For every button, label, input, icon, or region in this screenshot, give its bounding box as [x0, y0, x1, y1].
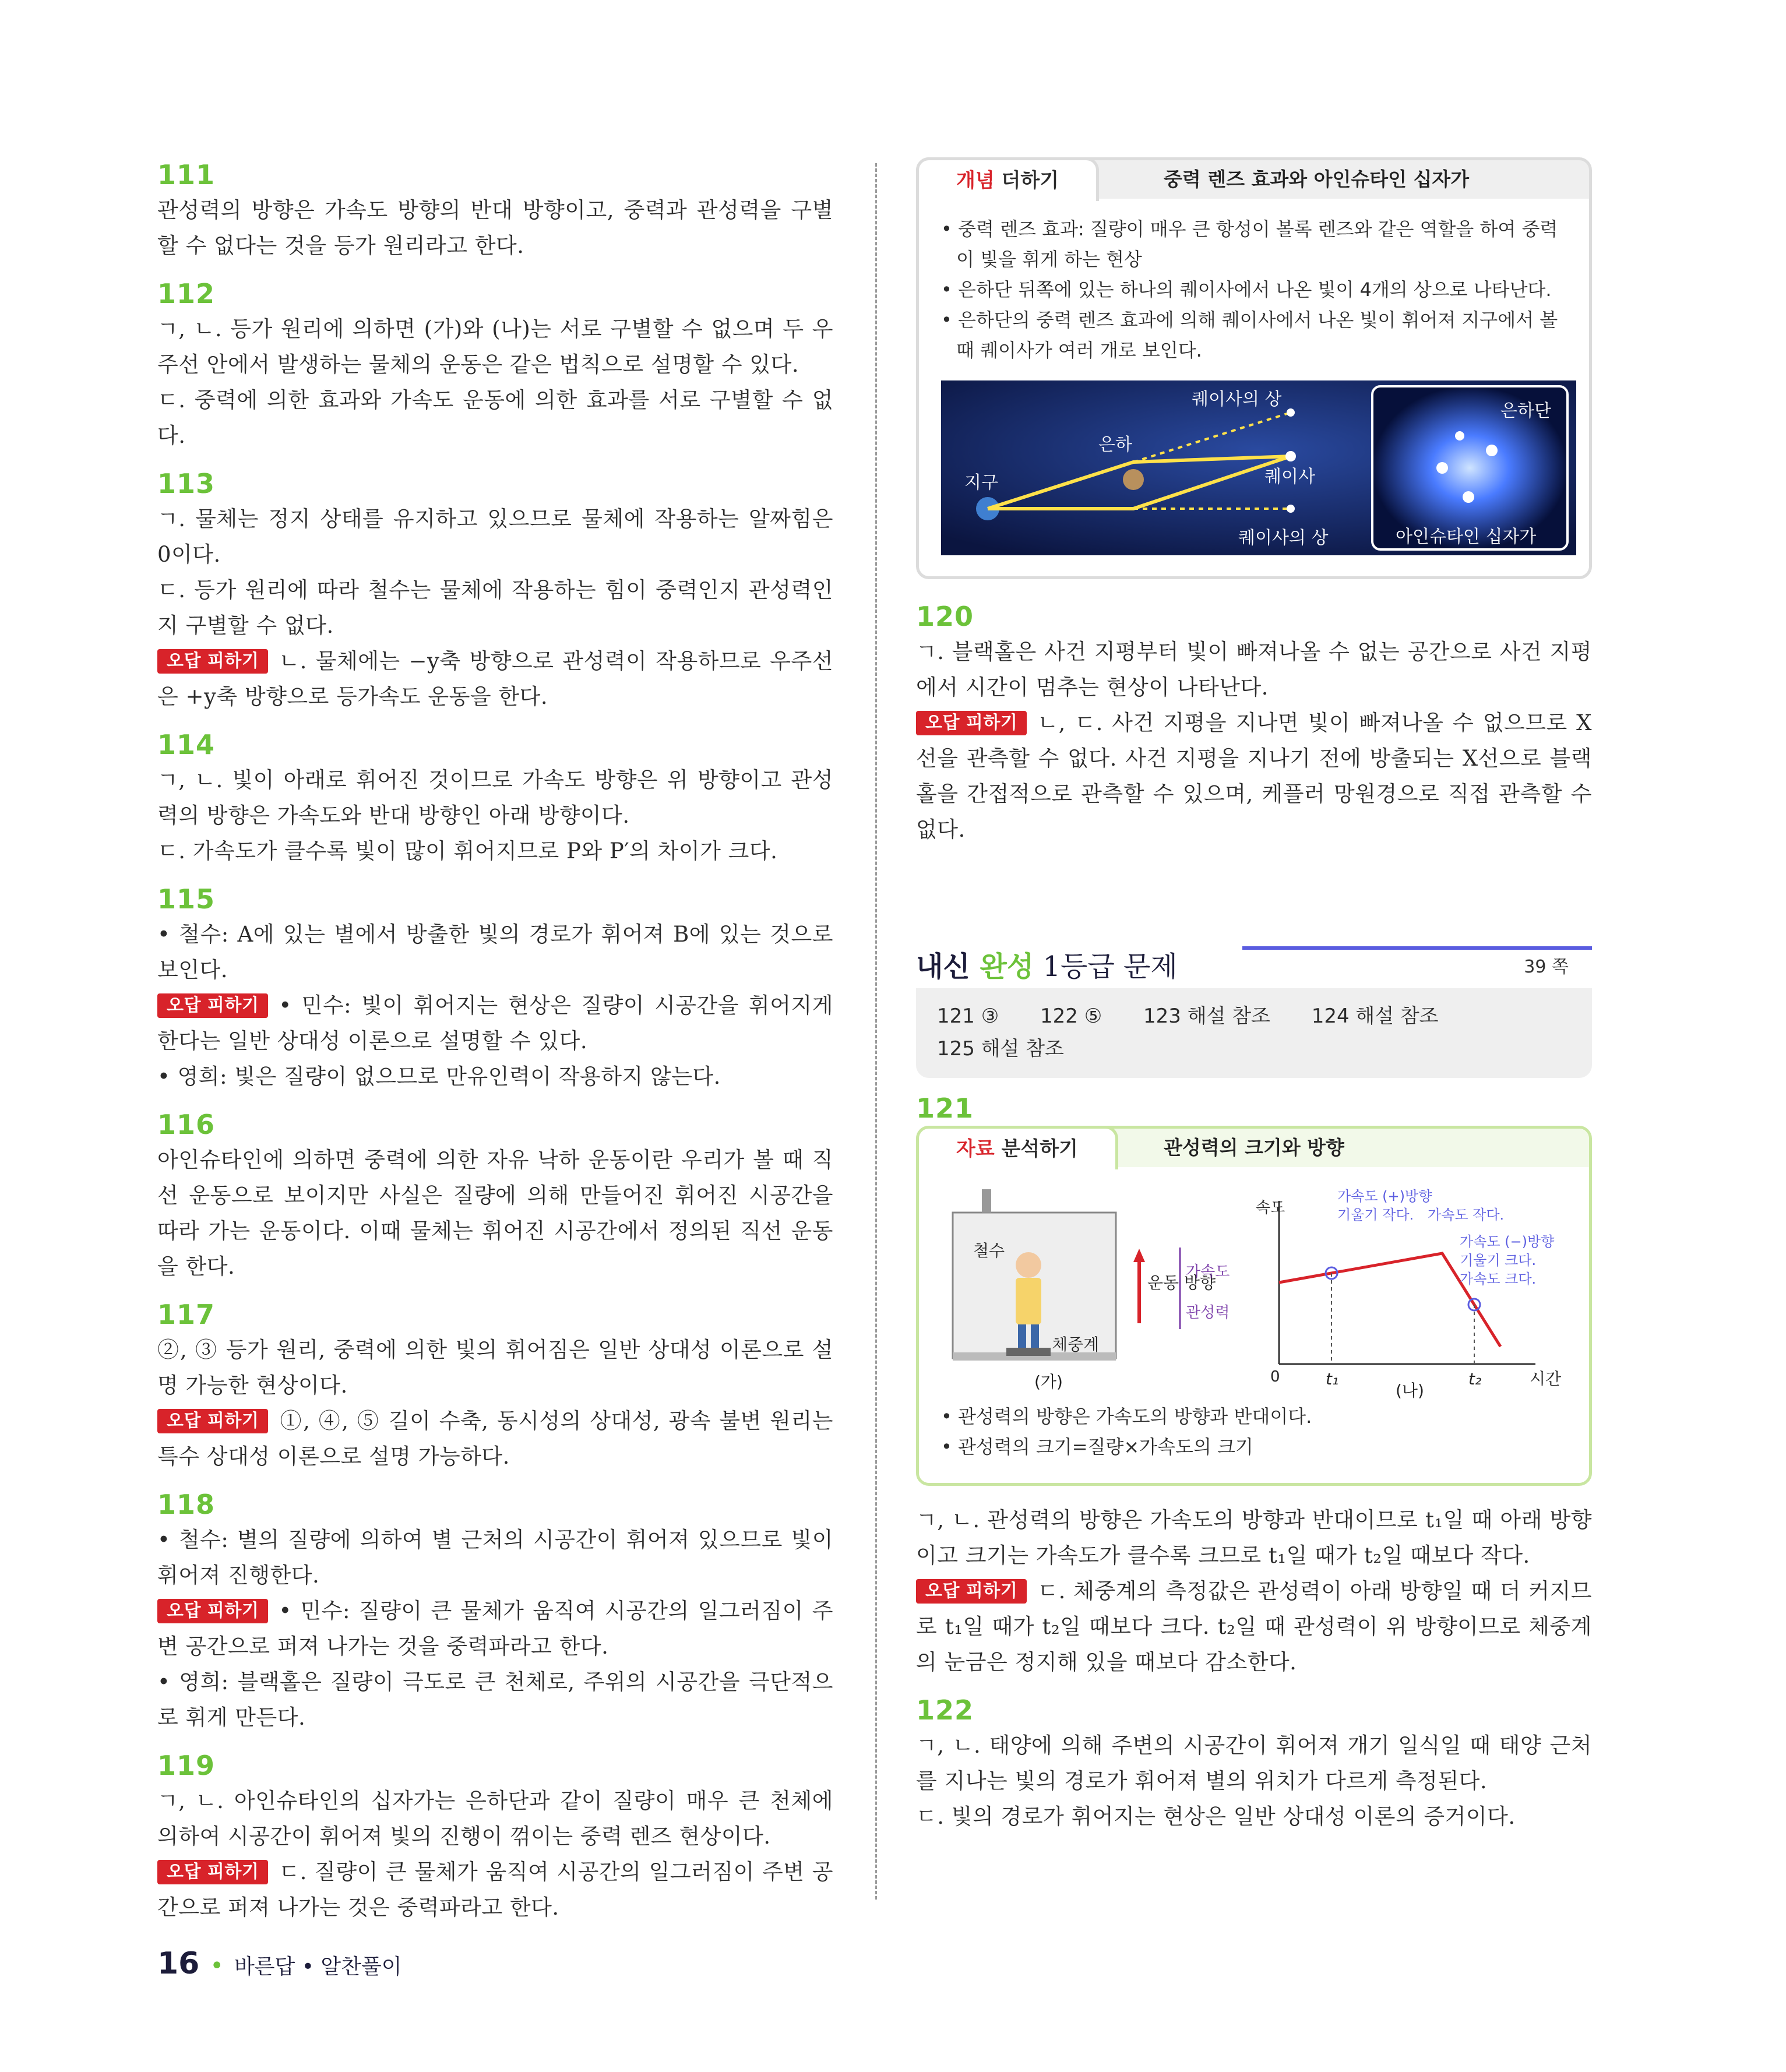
label-motion: 운동 방향	[1147, 1273, 1216, 1292]
gravitational-lens-figure	[941, 380, 1576, 555]
question-number: 118	[157, 1489, 216, 1520]
wrong-answer-badge: 오답 피하기	[916, 1579, 1027, 1604]
question-number: 117	[157, 1299, 216, 1330]
data-bullet: • 관성력의 방향은 가속도의 방향과 반대이다.	[941, 1405, 1312, 1428]
label-inertial: 관성력	[1186, 1304, 1230, 1322]
naesin-header	[916, 946, 1592, 987]
data-box-header	[919, 1129, 1589, 1167]
label-quasar: 퀘이사	[1264, 467, 1315, 487]
wrong-answer-note	[157, 1403, 833, 1474]
question-number: 113	[157, 468, 216, 499]
elevator-cable	[982, 1189, 991, 1213]
naesin-title-1: 내신	[916, 950, 980, 983]
wrong-answer-note	[157, 1593, 833, 1664]
motion-arrow-icon	[1133, 1249, 1145, 1262]
question-number: 120	[916, 601, 974, 632]
wrong-answer-note	[157, 988, 833, 1059]
origin-label: 0	[1270, 1368, 1280, 1386]
answer-text: ㄷ. 가속도가 클수록 빛이 많이 휘어지므로 P와 P′의 차이가 크다.	[157, 838, 778, 864]
wrong-answer-text: • 민수: 빛이 휘어지는 현상은 질량이 시공간을 휘어지게 한다는 일반 상대성 이론으로 설명할 수 있다.	[157, 993, 833, 1053]
answer-text: • 영희: 빛은 질량이 없으므로 만유인력이 작용하지 않는다.	[157, 1064, 721, 1089]
galaxy-icon	[1123, 469, 1144, 490]
person-icon	[1016, 1252, 1041, 1278]
concept-title: 중력 렌즈 효과와 아인슈타인 십자가	[1164, 168, 1470, 191]
label-cluster: 은하단	[1500, 401, 1551, 421]
answer-item: 125 해설 참조	[937, 1037, 1064, 1060]
note2-c: 가속도 크다.	[1460, 1271, 1537, 1287]
data-analysis-box	[916, 1126, 1592, 1486]
wrong-answer-text: ㄷ. 체중계의 측정값은 관성력이 아래 방향일 때 더 커지므로 t₁일 때가 t₂일 때보다 크다. t₂일 때 관성력이 위 방향이므로 체중계의 눈금은 정지해 있을 때보다 감소한다.	[916, 1578, 1592, 1675]
page-footer	[157, 1946, 402, 1981]
y-axis-label: 속도	[1256, 1199, 1285, 1217]
wrong-answer-note	[157, 643, 833, 714]
question-number: 115	[157, 883, 216, 915]
wrong-answer-text: ㄴ. 물체에는 −y축 방향으로 관성력이 작용하므로 우주선은 +y축 방향으로 등가속도 운동을 한다.	[157, 649, 833, 709]
label-einstein-cross: 아인슈타인 십자가	[1396, 527, 1537, 547]
label-person: 철수	[973, 1241, 1005, 1260]
answer-text: ㄱ. 블랙홀은 사건 지평부터 빛이 빠져나올 수 없는 공간으로 사건 지평에서 시간이 멈추는 현상이 나타난다.	[916, 639, 1592, 700]
answer-text: ㄱ, ㄴ. 빛이 아래로 휘어진 것이므로 가속도 방향은 위 방향이고 관성력의 방향은 가속도와 반대 방향인 아래 방향이다.	[157, 767, 833, 828]
t2-label: t₂	[1468, 1369, 1482, 1389]
answer-item: 123 해설 참조	[1143, 1005, 1270, 1028]
answer-text: ②, ③ 등가 원리, 중력에 의한 빛의 휘어짐은 일반 상대성 이론으로 설명 가능한 현상이다.	[157, 1337, 833, 1398]
wrong-answer-badge: 오답 피하기	[157, 993, 268, 1018]
data-bullet: • 관성력의 크기=질량×가속도의 크기	[941, 1436, 1253, 1458]
wrong-answer-note	[916, 705, 1592, 847]
note2-a: 가속도 (−)방향	[1460, 1234, 1555, 1250]
concept-box	[916, 157, 1592, 579]
tab-label-em: 자료	[956, 1137, 995, 1161]
wrong-answer-note	[916, 1573, 1592, 1680]
footer-dot: •	[210, 1953, 224, 1979]
column-divider	[875, 163, 877, 1900]
answer-text: ㄱ, ㄴ. 관성력의 방향은 가속도의 방향과 반대이므로 t₁일 때 아래 방향이고 크기는 가속도가 클수록 크므로 t₁일 때가 t₂일 때보다 작다.	[916, 1507, 1592, 1568]
note1-a: 가속도 (+)방향	[1337, 1188, 1432, 1204]
answer-text: • 철수: 별의 질량에 의하여 별 근처의 시공간이 휘어져 있으므로 빛이 휘어져 진행한다.	[157, 1527, 833, 1588]
footer-text: 바른답 • 알찬풀이	[234, 1955, 402, 1979]
concept-bullet: • 중력 렌즈 효과: 질량이 매우 큰 항성이 볼록 렌즈와 같은 역할을 하여 중력이 빛을 휘게 하는 현상	[941, 218, 1558, 270]
figure-label-a: (가)	[1034, 1372, 1063, 1391]
note1-c: 가속도 작다.	[1428, 1207, 1505, 1223]
wrong-answer-badge: 오답 피하기	[157, 1860, 268, 1884]
answer-text: ㄱ, ㄴ. 등가 원리에 의하면 (가)와 (나)는 서로 구별할 수 없으며 두 우주선 안에서 발생하는 물체의 운동은 같은 법칙으로 설명할 수 있다.	[157, 316, 833, 377]
wrong-answer-note	[157, 1854, 833, 1925]
note1-b: 기울기 작다.	[1337, 1207, 1414, 1223]
answer-text: • 철수: A에 있는 별에서 방출한 빛의 경로가 휘어져 B에 있는 것으로 보인다.	[157, 922, 833, 982]
label-scale: 체중계	[1052, 1335, 1100, 1354]
wrong-answer-badge: 오답 피하기	[157, 1409, 268, 1433]
label-galaxy: 은하	[1098, 435, 1132, 455]
wrong-answer-badge: 오답 피하기	[916, 711, 1027, 735]
concept-bullet: • 은하단 뒤쪽에 있는 하나의 퀘이사에서 나온 빛이 4개의 상으로 나타난다.	[941, 279, 1552, 301]
naesin-title-3: 1	[1034, 950, 1061, 983]
data-box-body	[919, 1167, 1589, 1483]
answer-text: ㄱ, ㄴ. 아인슈타인의 십자가는 은하단과 같이 질량이 매우 큰 천체에 의하여 시공간이 휘어져 빛의 진행이 꺾이는 중력 렌즈 현상이다.	[157, 1788, 833, 1849]
tab-label: 분석하기	[994, 1137, 1078, 1161]
wrong-answer-text: ㄷ. 질량이 큰 물체가 움직여 시공간의 일그러짐이 주변 공간으로 퍼져 나가는 것은 중력파라고 한다.	[157, 1859, 833, 1920]
label-quasar-image-top: 퀘이사의 상	[1192, 389, 1282, 410]
wrong-answer-text: ㄴ, ㄷ. 사건 지평을 지나면 빛이 빠져나올 수 없으므로 X선을 관측할 수 없다. 사건 지평을 지나기 전에 방출되는 X선으로 블랙홀을 간접적으로 관측할 수 있으며, 케플러 망원경으로 직접 관측할 수 없다.	[916, 710, 1592, 842]
answer-text: ㄷ. 빛의 경로가 휘어지는 현상은 일반 상대성 이론의 증거이다.	[916, 1804, 1516, 1829]
answer-text: ㄱ, ㄴ. 태양에 의해 주변의 시공간이 휘어져 개기 일식일 때 태양 근처를 지나는 빛의 경로가 휘어져 별의 위치가 다르게 측정된다.	[916, 1733, 1592, 1793]
answer-item: 122 ⑤	[1040, 1005, 1102, 1028]
concept-box-header	[919, 160, 1589, 199]
answer-text: 관성력의 방향은 가속도 방향의 반대 방향이고, 중력과 관성력을 구별할 수 없다는 것을 등가 원리라고 한다.	[157, 198, 833, 258]
lens-diagram	[941, 380, 1576, 555]
left-column	[157, 157, 833, 1925]
label-acceleration: 가속도	[1186, 1263, 1230, 1281]
naesin-title-2: 완성	[980, 950, 1034, 983]
concept-body	[919, 199, 1589, 576]
data-tab	[916, 1126, 1118, 1169]
wrong-answer-text: ①, ④, ⑤ 길이 수축, 동시성의 상대성, 광속 불변 원리는 특수 상대성 이론으로 설명 가능하다.	[157, 1408, 833, 1469]
note2-b: 기울기 크다.	[1460, 1252, 1537, 1268]
concept-bullet: • 은하단의 중력 렌즈 효과에 의해 퀘이사에서 나온 빛이 휘어져 지구에서 볼 때 퀘이사가 여러 개로 보인다.	[941, 309, 1558, 361]
question-number: 114	[157, 729, 216, 760]
page-number: 16	[157, 1946, 200, 1981]
question-number: 119	[157, 1750, 216, 1781]
scale-icon	[1006, 1348, 1051, 1356]
naesin-answers	[916, 988, 1592, 1078]
answer-text: ㄷ. 중력에 의한 효과와 가속도 운동에 의한 효과를 서로 구별할 수 없다.	[157, 387, 833, 448]
answer-text: ㄷ. 등가 원리에 따라 철수는 물체에 작용하는 힘이 중력인지 관성력인지 구별할 수 없다.	[157, 577, 833, 638]
answer-text: ㄱ. 물체는 정지 상태를 유지하고 있으므로 물체에 작용하는 알짜힘은 0이다.	[157, 506, 833, 567]
x-axis-label: 시간	[1530, 1369, 1562, 1389]
data-box-title: 관성력의 크기와 방향	[1164, 1136, 1344, 1159]
answer-text: 아인슈타인에 의하면 중력에 의한 자유 낙하 운동이란 우리가 볼 때 직선 운동으로 보이지만 사실은 질량에 의해 만들어진 휘어진 시공간을 따라 가는 운동이다. 이때 물체는 휘어진 시공간에서 정의된 직선 운동을 한다.	[157, 1147, 833, 1279]
tab-label: 더하기	[994, 169, 1059, 192]
question-number: 116	[157, 1109, 216, 1140]
elevator-graph-figure	[941, 1178, 1570, 1399]
naesin-title	[916, 946, 1178, 987]
question-number: 122	[916, 1694, 974, 1726]
wrong-answer-badge: 오답 피하기	[157, 649, 268, 674]
question-number: 112	[157, 278, 216, 309]
tab-label-em: 개념	[956, 169, 995, 192]
answer-item: 121 ③	[937, 1005, 999, 1028]
label-quasar-image-bottom: 퀘이사의 상	[1238, 528, 1329, 548]
wrong-answer-badge: 오답 피하기	[157, 1599, 268, 1623]
naesin-title-4: 등급 문제	[1061, 950, 1178, 983]
concept-tab	[916, 157, 1099, 201]
figure-label-b: (나)	[1396, 1381, 1424, 1399]
answer-item: 124 해설 참조	[1311, 1005, 1439, 1028]
naesin-page-ref: 39 쪽	[1524, 957, 1569, 977]
question-number: 121	[916, 1093, 974, 1124]
question-number: 111	[157, 159, 216, 191]
t1-label: t₁	[1326, 1369, 1339, 1389]
right-column	[916, 157, 1592, 1834]
answer-text: • 영희: 블랙홀은 질량이 극도로 큰 천체로, 주위의 시공간을 극단적으로 휘게 만든다.	[157, 1669, 833, 1730]
label-earth: 지구	[964, 473, 998, 493]
wrong-answer-text: • 민수: 질량이 큰 물체가 움직여 시공간의 일그러짐이 주변 공간으로 퍼져 나가는 것을 중력파라고 한다.	[157, 1598, 833, 1659]
